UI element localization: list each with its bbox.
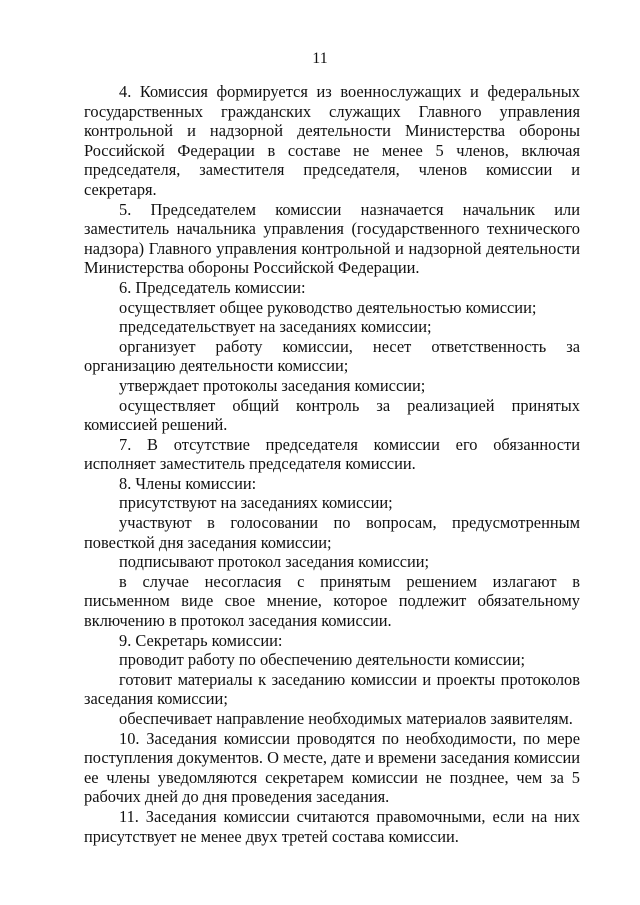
paragraph: 5. Председателем комиссии назначается начальник или заместитель начальника управления (государственного технического надзора) Главного управления контрольной и надзорной деятельности Министерства обороны Российской Федерации. [84,199,580,278]
page-number: 11 [312,50,328,67]
paragraph: обеспечивает направление необходимых материалов заявителям. [119,709,573,728]
paragraph: 9. Секретарь комиссии: [119,630,283,650]
paragraph: готовит материалы к заседанию комиссии и проекты протоколов заседания комиссии; [84,669,580,709]
paragraph: 11. Заседания комиссии считаются правомочными, если на них присутствует не менее двух третей состава комиссии. [84,806,580,846]
paragraph: осуществляет общее руководство деятельностью комиссии; [119,297,537,317]
paragraph: присутствуют на заседаниях комиссии; [119,493,393,513]
paragraph: в случае несогласия с принятым решением излагают в письменном виде свое мнение, которое подлежит обязательному включению в протокол заседания комиссии. [84,571,580,631]
document-body [84,82,580,846]
paragraph: проводит работу по обеспечению деятельности комиссии; [119,650,526,670]
paragraph: 6. Председатель комиссии: [119,277,306,297]
paragraph: 10. Заседания комиссии проводятся по необходимости, по мере поступления документов. О месте, дате и времени заседания комиссии ее члены уведомляются секретарем комиссии не позднее, чем за 5 рабочих дней до дня проведения заседания. [84,728,580,807]
paragraph: подписывают протокол заседания комиссии; [119,552,430,572]
paragraph: участвуют в голосовании по вопросам, предусмотренным повесткой дня заседания комиссии; [84,513,580,552]
paragraph: 4. Комиссия формируется из военнослужащих и федеральных государственных гражданских служащих Главного управления контрольной и надзорной деятельности Министерства обороны Российской Федерации в составе не менее 5 членов, включая председателя, заместителя председателя, членов комиссии и секретаря. [84,82,580,199]
paragraph: утверждает протоколы заседания комиссии; [119,375,426,395]
paragraph: организует работу комиссии, несет ответственность за организацию деятельности комиссии; [84,336,580,376]
paragraph: 8. Члены комиссии: [119,473,257,493]
paragraph: председательствует на заседаниях комиссии; [119,317,432,337]
paragraph: осуществляет общий контроль за реализацией принятых комиссией решений. [84,395,580,435]
paragraph: 7. В отсутствие председателя комиссии его обязанности исполняет заместитель председателя комиссии. [84,434,580,474]
